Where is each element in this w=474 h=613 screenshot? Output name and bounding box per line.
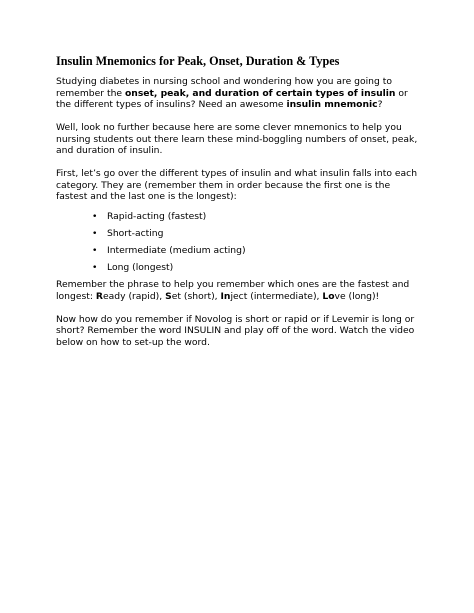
list-item — [56, 245, 424, 257]
intro-bold-1: onset, peak, and duration of certain types of insulin — [124, 87, 396, 99]
phrase-lead: Remember the phrase to help you remember which ones are the fastest and longest: — [56, 279, 410, 302]
document-page — [56, 54, 424, 360]
phrase-love-rest: ve (long)! — [334, 290, 380, 302]
list-item — [56, 211, 424, 223]
phrase-inject-rest: ject (intermediate), — [230, 290, 323, 302]
document-title: Insulin Mnemonics for Peak, Onset, Duration & Types — [56, 54, 340, 68]
intro-text-3: ? — [377, 99, 383, 110]
list-item-label: Intermediate (medium acting) — [107, 245, 246, 256]
phrase-ready-rest: eady (rapid), — [102, 290, 166, 302]
intro-paragraph — [56, 76, 424, 111]
list-item-label: Long (longest) — [107, 262, 174, 273]
paragraph-2: Well, look no further because here are some clever mnemonics to help you nursing students out there learn these mind-boggling numbers of onset, peak, and duration of insulin. — [56, 122, 418, 156]
phrase-set-rest: et (short), — [171, 290, 221, 302]
phrase-inject-initial: In — [220, 290, 231, 302]
intro-bold-2: insulin mnemonic — [286, 99, 378, 110]
insulin-types-list — [56, 211, 424, 274]
phrase-ready-initial: R — [95, 290, 103, 302]
list-item-label: Short-acting — [107, 228, 164, 239]
bullet-icon: • — [92, 228, 98, 239]
list-item — [56, 228, 424, 240]
list-item-label: Rapid-acting (fastest) — [107, 211, 207, 222]
bullet-icon: • — [92, 211, 98, 222]
phrase-set-initial: S — [165, 290, 172, 302]
bullet-icon: • — [92, 245, 98, 256]
mnemonic-phrase-paragraph — [56, 279, 424, 302]
intro-text-2: or the different types of insulins? Need an awesome — [56, 87, 408, 110]
paragraph-5: Now how do you remember if Novolog is short or rapid or if Levemir is long or short? Remember the word INSULIN and play off of the word. Watch the video below on how to set-up the word. — [56, 313, 415, 348]
paragraph-3: First, let’s go over the different types of insulin and what insulin falls into each category. They are (remember them in order because the first one is the fastest and the last one is the longest): — [56, 168, 418, 202]
list-item — [56, 262, 424, 274]
intro-text-1: Studying diabetes in nursing school and wondering how you are going to remember the — [56, 76, 392, 99]
insulin-types-list-block — [56, 211, 424, 274]
bullet-icon: • — [92, 262, 98, 273]
phrase-love-initial: Lo — [322, 290, 335, 302]
